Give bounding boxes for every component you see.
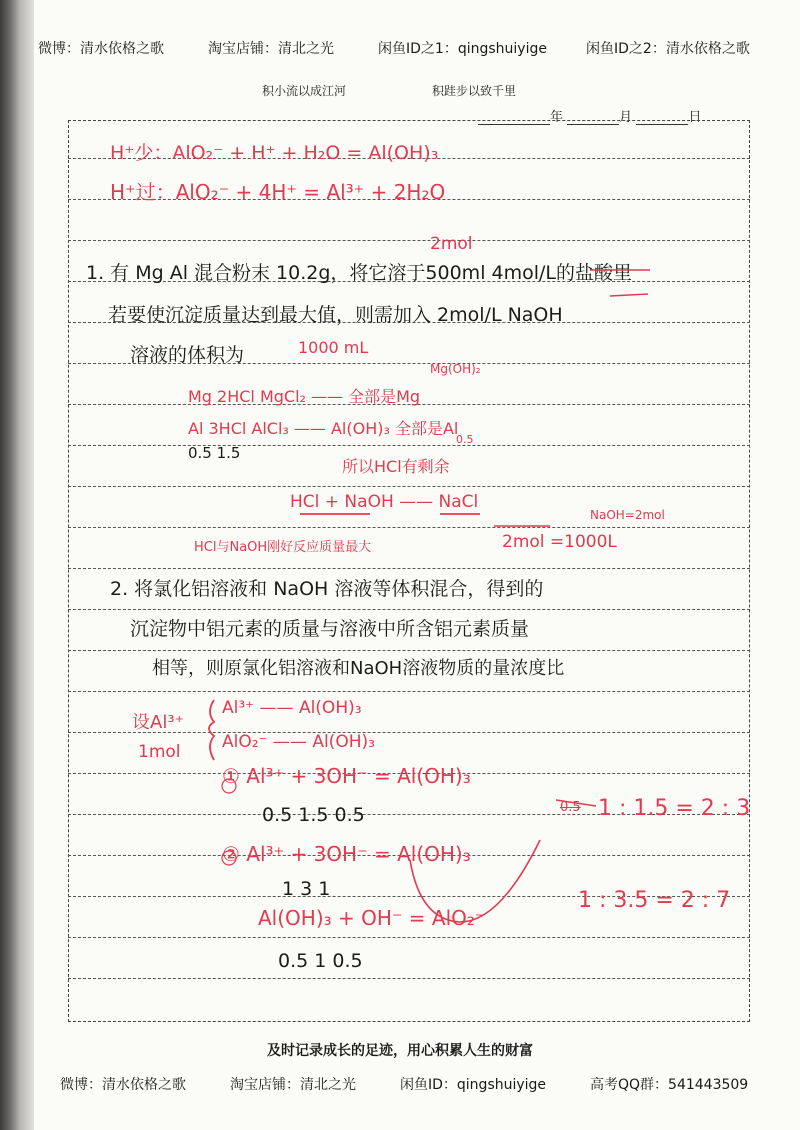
q2-ratio-1: 1 : 1.5 = 2 : 3 <box>598 796 751 821</box>
rule-line <box>68 978 750 979</box>
date-year: 年 <box>550 110 564 125</box>
q2-eq3: Al(OH)₃ + OH⁻ = AlO₂⁻ <box>258 906 486 930</box>
watermark-qq-group: 高考QQ群：541443509 <box>590 1077 749 1093</box>
rule-line <box>68 486 750 487</box>
motto-left: 积小流以成江河 <box>262 84 347 98</box>
q1-side-naoh: NaOH=2mol <box>590 508 665 522</box>
q1-work-volume: 2mol =1000L <box>502 532 617 552</box>
rule-line <box>68 691 750 692</box>
red-equation-h-little: H⁺少：AlO₂⁻ + H⁺ + H₂O = Al(OH)₃ <box>110 142 439 164</box>
q2-line-2: 沉淀物中铝元素的质量与溶液中所含铝元素质量 <box>130 618 530 640</box>
q2-line-3: 相等，则原氯化铝溶液和NaOH溶液物质的量浓度比 <box>152 658 565 679</box>
date-month: 月 <box>619 110 633 125</box>
q1-side-05: 0.5 <box>456 433 474 446</box>
q2-eq3-amounts: 0.5 1 0.5 <box>278 950 363 972</box>
q1-work-conclusion: HCl与NaOH刚好反应质量最大 <box>194 540 372 555</box>
rule-line <box>68 937 750 938</box>
q2-let-1mol: 1mol <box>138 742 181 762</box>
q1-work-al: Al 3HCl AlCl₃ —— Al(OH)₃ 全部是Al <box>188 419 459 438</box>
rule-line <box>68 568 750 569</box>
q1-side-mgoh2: Mg(OH)₂ <box>430 362 481 376</box>
q1-work-hcl-excess: 所以HCl有剩余 <box>342 457 450 476</box>
red-equation-h-excess: H⁺过：AlO₂⁻ + 4H⁺ = Al³⁺ + 2H₂O <box>110 180 446 204</box>
q1-work-ratio: 0.5 1.5 <box>188 444 241 462</box>
q2-eq2-amounts: 1 3 1 <box>282 878 331 900</box>
motto-right: 积跬步以致千里 <box>432 84 517 98</box>
watermark-taobao: 淘宝店铺：清北之光 <box>208 41 334 57</box>
q1-line-1: 1. 有 Mg Al 混合粉末 10.2g，将它溶于500ml 4mol/L的盐酸里 <box>86 262 633 284</box>
q1-annotation-2mol: 2mol <box>430 234 473 254</box>
rule-line <box>68 609 750 610</box>
q2-let-al: 设Al³⁺ <box>132 712 185 733</box>
q1-line-3: 溶液的体积为 <box>130 344 245 366</box>
q2-line-1: 2. 将氯化铝溶液和 NaOH 溶液等体积混合，得到的 <box>110 578 544 600</box>
watermark-xianyu: 闲鱼ID：qingshuiyige <box>400 1077 547 1093</box>
q2-case-al3: Al³⁺ —— Al(OH)₃ <box>222 698 362 718</box>
q1-answer: 1000 mL <box>298 338 369 357</box>
q2-eq1-amounts: 0.5 1.5 0.5 <box>262 804 365 826</box>
rule-line <box>68 650 750 651</box>
q1-line-2: 若要使沉淀质量达到最大值，则需加入 2mol/L NaOH <box>108 304 563 326</box>
q2-eq1: ① Al³⁺ + 3OH⁻ = Al(OH)₃ <box>222 764 471 788</box>
watermark-xianyu-2: 闲鱼ID之2：清水依格之歌 <box>586 41 750 57</box>
q1-work-neutralize: HCl + NaOH —— NaCl <box>290 492 479 512</box>
rule-line <box>68 527 750 528</box>
page-binding-shadow <box>0 0 34 1130</box>
rule-line <box>68 240 750 241</box>
q2-eq2: ② Al³⁺ + 3OH⁻ = Al(OH)₃ <box>222 842 471 866</box>
date-day: 日 <box>688 110 702 125</box>
watermark-taobao: 淘宝店铺：清北之光 <box>230 1077 356 1093</box>
ruled-notebook-area <box>68 120 750 1022</box>
watermark-weibo: 微博：清水依格之歌 <box>60 1077 186 1093</box>
footer-motto: 及时记录成长的足迹，用心积累人生的财富 <box>267 1043 533 1059</box>
watermark-xianyu-1: 闲鱼ID之1：qingshuiyige <box>378 41 547 57</box>
notebook-frame <box>68 120 750 1022</box>
q2-ratio1-crossed: 0.5 <box>560 800 581 815</box>
q1-work-mg: Mg 2HCl MgCl₂ —— 全部是Mg <box>188 387 421 406</box>
watermark-weibo: 微博：清水依格之歌 <box>38 41 164 57</box>
q2-ratio-2: 1 : 3.5 = 2 : 7 <box>578 888 731 913</box>
rule-line <box>68 445 750 446</box>
q2-case-alo2: AlO₂⁻ —— Al(OH)₃ <box>222 732 375 752</box>
